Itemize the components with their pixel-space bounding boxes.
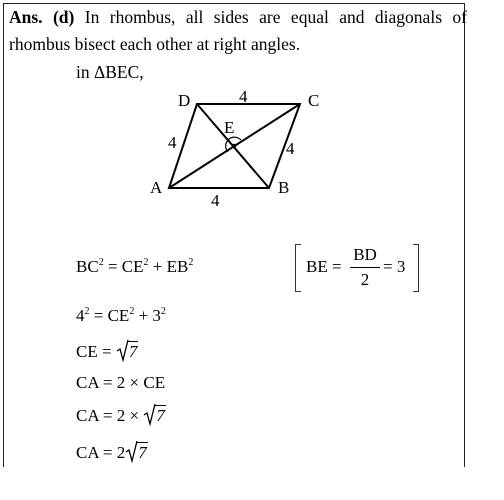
eq2-sq2: 2 [129, 306, 135, 317]
side-bc-label: 4 [286, 139, 295, 158]
eq1-lhs: BC [76, 257, 99, 276]
answer-label: Ans. (d) [9, 7, 75, 27]
intro-paragraph [9, 4, 467, 58]
eq1-mid: = CE [103, 257, 144, 276]
vertex-d-label: D [178, 91, 191, 110]
center-point-e [232, 144, 236, 148]
sqrt-7 [125, 442, 148, 463]
vertex-a-label: A [150, 178, 163, 197]
equation-final [76, 442, 148, 463]
eq1-rhs: + EB [148, 257, 189, 276]
eq3-label: CE = [76, 342, 116, 361]
eq1-sq2: 2 [143, 257, 149, 268]
equation-pythagoras [76, 257, 193, 277]
eq1-sq1: 2 [98, 257, 104, 268]
eq2-a: 4 [76, 306, 85, 325]
be-result: = 3 [383, 257, 406, 276]
radicand: 7 [156, 406, 165, 425]
equation-ca-sqrt [76, 405, 166, 426]
sqrt-7 [143, 405, 166, 426]
equation-ca-ce: CA = 2 × CE [76, 373, 166, 392]
equation-ce [76, 341, 138, 362]
eq2-sq3: 2 [160, 306, 166, 317]
sqrt-7 [116, 341, 139, 362]
side-ab-label: 4 [211, 191, 220, 210]
vertex-b-label: B [278, 178, 290, 197]
fraction-bar [350, 267, 380, 268]
fraction-numerator: BD [353, 245, 377, 264]
be-note-bracket [295, 244, 419, 292]
be-label: BE = [306, 257, 342, 276]
answer-box [3, 3, 465, 467]
rhombus-figure [140, 88, 340, 218]
side-dc-label: 4 [239, 88, 248, 106]
eq6-coefficient: 2 [116, 443, 126, 462]
eq1-sq3: 2 [188, 257, 194, 268]
eq2-b: = CE [89, 306, 130, 325]
radicand: 7 [138, 443, 147, 462]
equation-substitution [76, 306, 166, 326]
eq2-c: + 3 [134, 306, 161, 325]
radicand: 7 [128, 342, 138, 361]
eq6-label: CA = [76, 443, 117, 462]
triangle-label: in ΔBEC, [76, 62, 144, 82]
intro-text: In rhombus, all sides are equal and diagonals of rhombus bisect each other at right angles. [9, 7, 467, 54]
vertex-c-label: C [308, 91, 320, 110]
fraction-denominator: 2 [360, 270, 370, 289]
point-e-label: E [224, 118, 235, 137]
side-ad-label: 4 [168, 133, 177, 152]
eq5-label: CA = 2 × [76, 406, 144, 425]
bd-over-2-fraction [348, 244, 382, 291]
eq2-sq1: 2 [84, 306, 90, 317]
